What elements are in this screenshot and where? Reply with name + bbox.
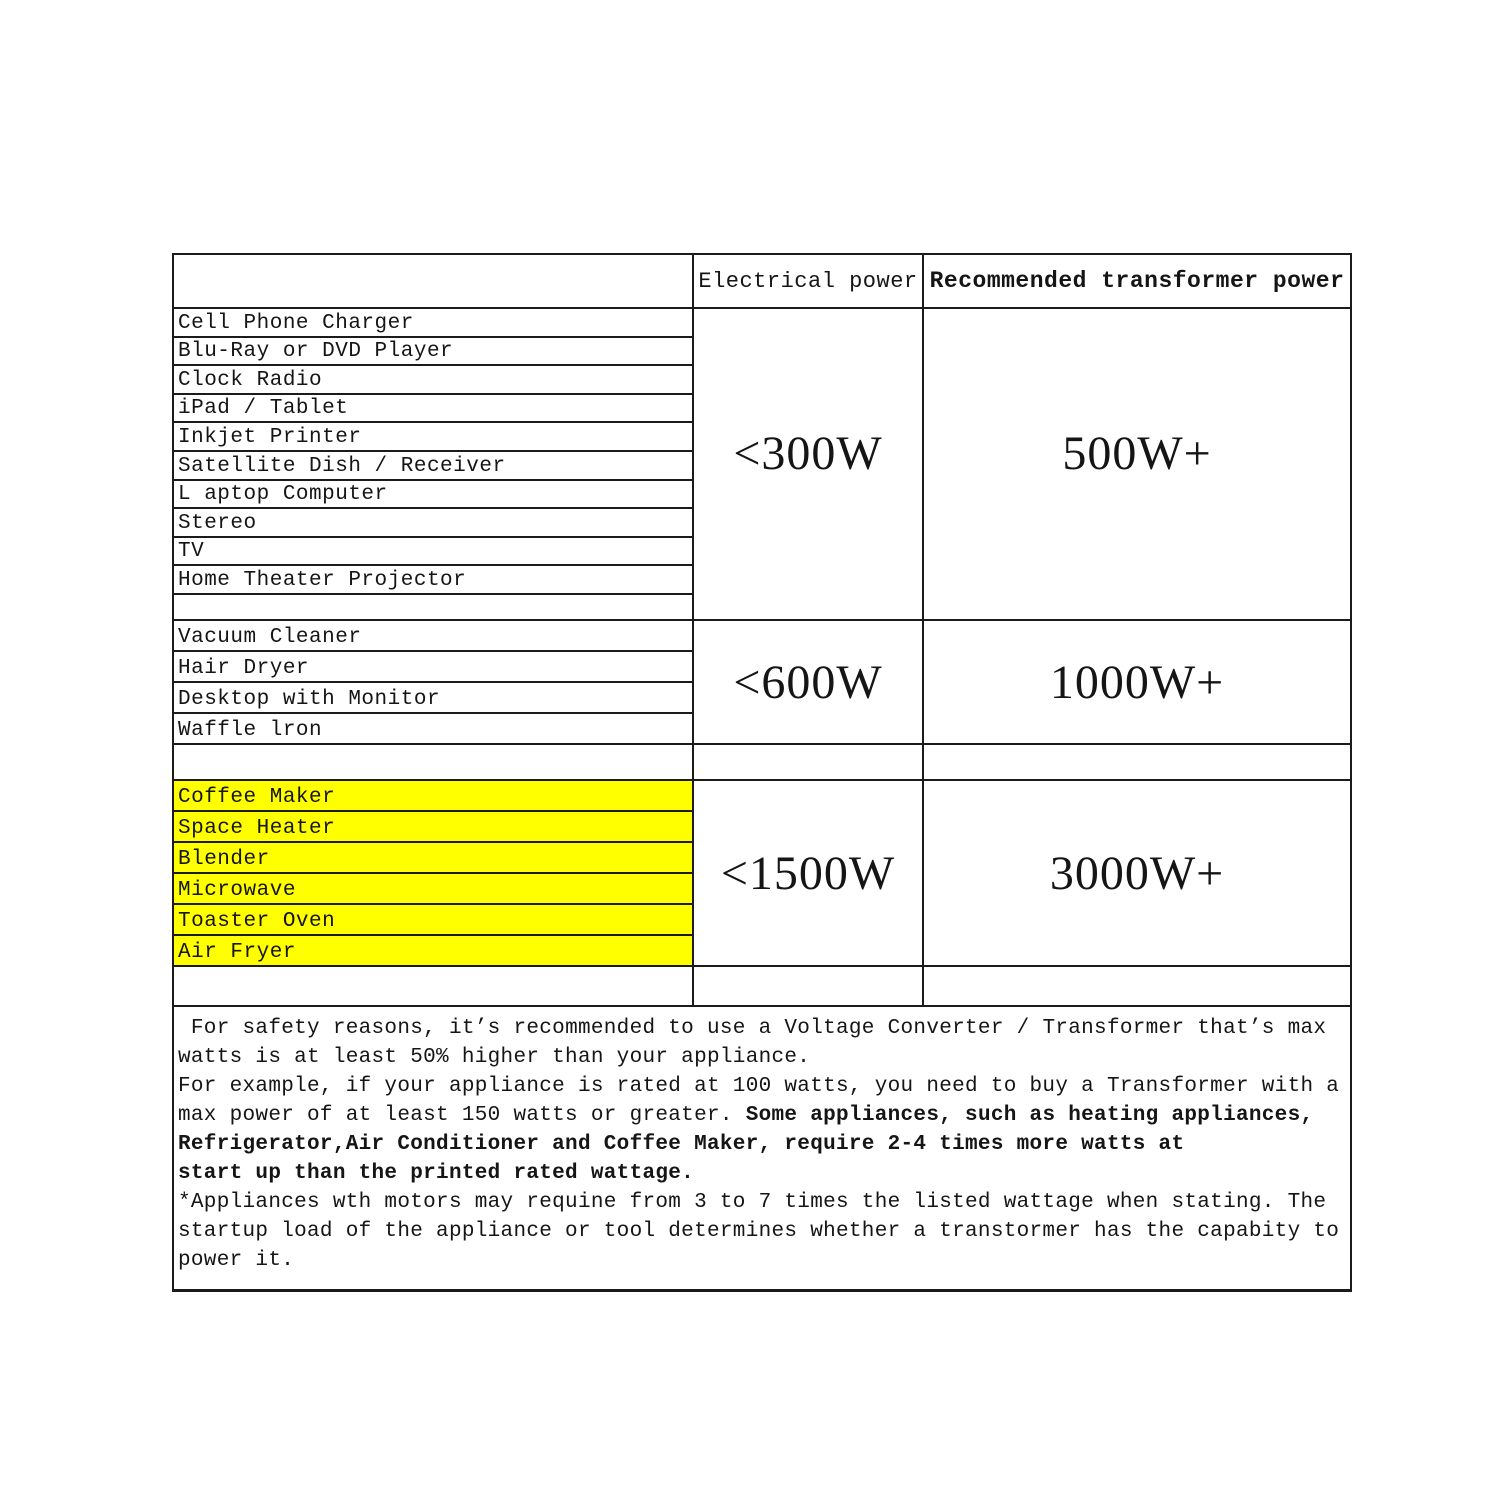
appliance-row: Air Fryer [174, 936, 692, 965]
note-line-bold: start up than the printed rated wattage. [178, 1162, 695, 1185]
header-appliance-cell [174, 255, 692, 309]
note-line: power it. [178, 1249, 295, 1272]
header-electrical-power: Electrical power [692, 255, 922, 309]
notes-section [174, 1007, 1350, 1289]
appliance-row: Clock Radio [174, 366, 692, 395]
electrical-power-high: <1500W [692, 781, 922, 967]
appliance-row: iPad / Tablet [174, 395, 692, 424]
appliance-row: Cell Phone Charger [174, 309, 692, 338]
appliance-row: Inkjet Printer [174, 423, 692, 452]
appliance-list-low-power [174, 309, 692, 621]
note-line: startup load of the appliance or tool determines whether a transtormer has the capabity to [178, 1220, 1340, 1243]
transformer-power-low: 500W+ [922, 309, 1350, 621]
appliance-row: Toaster Oven [174, 905, 692, 936]
appliance-row: Stereo [174, 509, 692, 538]
header-transformer-power: Recommended transformer power [922, 255, 1350, 309]
note-line: *Appliances wth motors may requine from 3 to 7 times the listed wattage when stating. The [178, 1191, 1327, 1214]
appliance-row: Desktop with Monitor [174, 683, 692, 714]
appliance-row: Vacuum Cleaner [174, 621, 692, 652]
electrical-power-medium: <600W [692, 621, 922, 745]
appliance-row: Home Theater Projector [174, 566, 692, 595]
note-line: watts is at least 50% higher than your appliance. [178, 1046, 811, 1069]
spacer-cell [922, 745, 1350, 781]
appliance-row: Satellite Dish / Receiver [174, 452, 692, 481]
appliance-row: Blender [174, 843, 692, 874]
appliance-row: Blu-Ray or DVD Player [174, 338, 692, 367]
appliance-row: TV [174, 538, 692, 567]
appliance-row: Hair Dryer [174, 652, 692, 683]
spacer-cell [692, 967, 922, 1007]
appliance-row: Space Heater [174, 812, 692, 843]
transformer-power-medium: 1000W+ [922, 621, 1350, 745]
appliance-list-medium-power [174, 621, 692, 745]
note-line: For safety reasons, it’s recommended to use a Voltage Converter / Transformer that’s max [178, 1017, 1327, 1040]
spacer-row [174, 967, 692, 1007]
appliance-list-high-power-highlighted [174, 781, 692, 967]
appliance-row: Coffee Maker [174, 781, 692, 812]
note-line-bold: Refrigerator,Air Conditioner and Coffee Maker, require 2-4 times more watts at [178, 1133, 1185, 1156]
transformer-power-table [172, 253, 1352, 1292]
appliance-row: Waffle lron [178, 719, 323, 742]
electrical-power-low: <300W [692, 309, 922, 621]
transformer-power-high: 3000W+ [922, 781, 1350, 967]
note-line: For example, if your appliance is rated at 100 watts, you need to buy a Transformer with a [178, 1075, 1340, 1098]
note-line: max power of at least 150 watts or greater. Some appliances, such as heating appliances, [178, 1104, 1314, 1127]
appliance-row: Microwave [174, 874, 692, 905]
spacer-cell [922, 967, 1350, 1007]
appliance-row: L aptop Computer [174, 481, 692, 510]
spacer-row [174, 745, 692, 781]
spacer-cell [692, 745, 922, 781]
